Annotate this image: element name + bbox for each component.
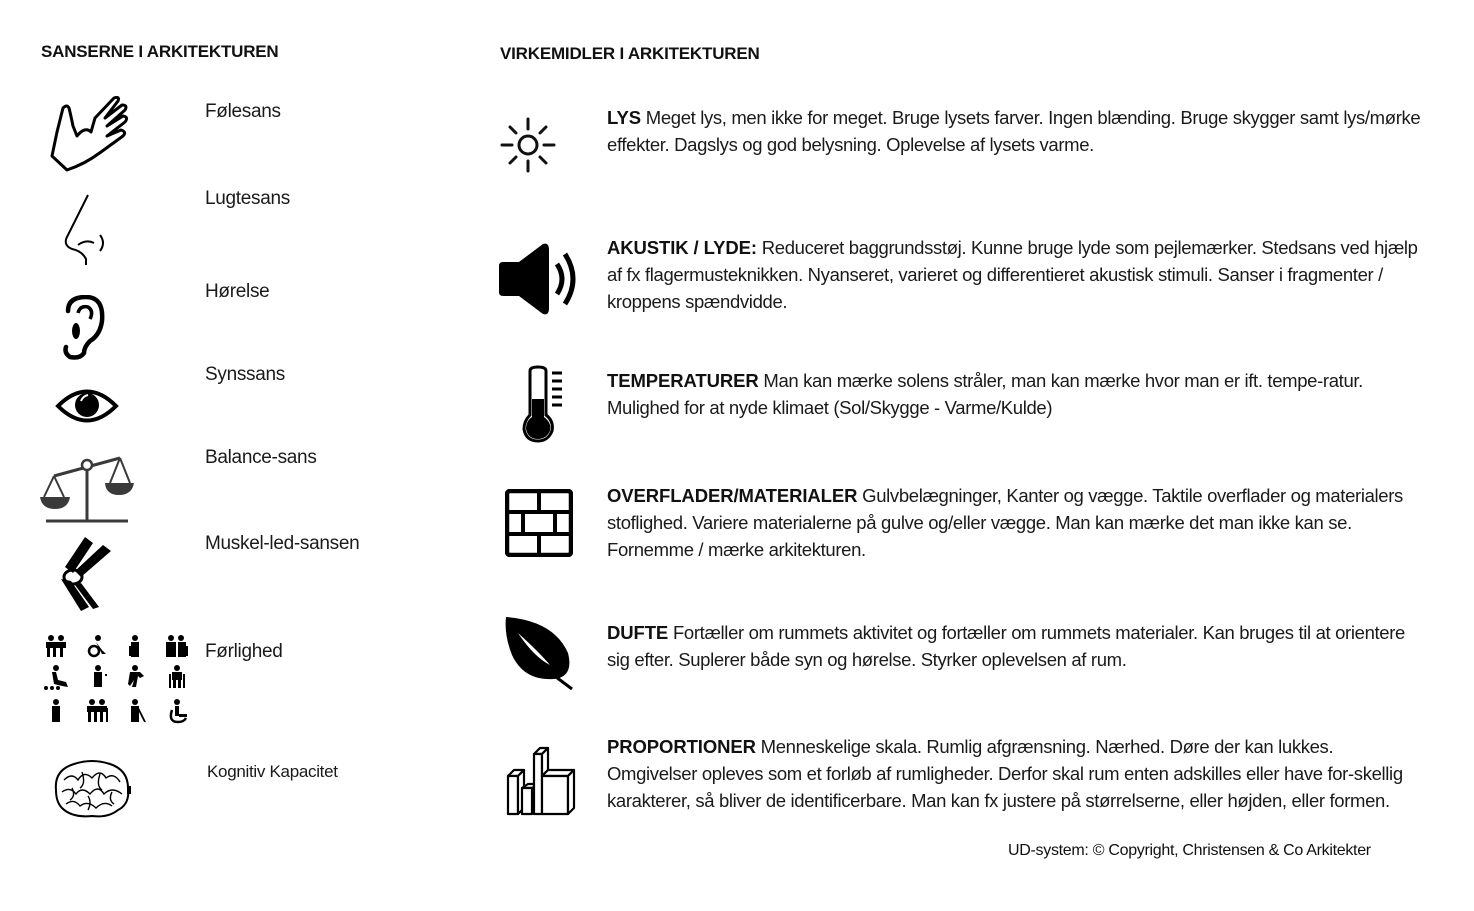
brick-wall-icon — [505, 489, 573, 557]
scales-icon — [40, 452, 135, 524]
blocks-proportions-icon — [506, 746, 576, 816]
hand-icon — [45, 96, 130, 176]
tool-title: TEMPERATURER — [607, 370, 759, 391]
sense-label-synssans: Synssans — [205, 364, 285, 385]
sense-label-forlighed: Førlighed — [205, 641, 283, 662]
tool-description: Man kan mærke solens stråler, man kan mærke hvor man er ift. tempe-ratur. Mulighed for at nyde klimaet (Sol/Skygge - Varme/Kulde) — [607, 370, 1363, 418]
sun-icon — [500, 117, 558, 173]
tool-proportioner — [607, 733, 1422, 814]
tool-dufte — [607, 619, 1422, 673]
tool-title: AKUSTIK / LYDE: — [607, 237, 757, 258]
tool-description: Gulvbelægninger, Kanter og vægge. Taktile overflader og materialers stoflighed. Variere materialerne på gulve og/eller vægge. Man kan mærke det man ikke kan se. Fornemme / mærke arkitekturen. — [607, 485, 1403, 560]
disability-pictograms-icon — [44, 634, 194, 726]
tool-overflader-materialer — [607, 482, 1422, 563]
tool-akustik — [607, 234, 1422, 315]
tool-description: Meget lys, men ikke for meget. Bruge lysets farver. Ingen blænding. Bruge skygger samt lys/mørke effekter. Dagslys og god belysning. Oplevelse af lysets varme. — [607, 107, 1421, 155]
tool-title: PROPORTIONER — [607, 736, 756, 757]
eye-icon — [55, 385, 119, 427]
sense-label-lugtesans: Lugtesans — [205, 188, 290, 209]
nose-icon — [60, 193, 110, 268]
tool-description: Menneskelige skala. Rumlig afgrænsning. Nærhed. Døre der kan lukkes. Omgivelser opleves som et forløb af rumligheder. Derfor skal rum enten adskilles eller have for-skellig karakterer, så bliver de identificerbare. Man kan fx justere på størrelserne, eller højden, eller formen. — [607, 736, 1403, 811]
senses-heading: SANSERNE I ARKITEKTUREN — [41, 42, 279, 61]
sense-label-kognitiv-kapacitet: Kognitiv Kapacitet — [207, 762, 338, 781]
tool-temperaturer — [607, 367, 1422, 421]
tools-heading: VIRKEMIDLER I ARKITEKTUREN — [500, 44, 760, 63]
tool-lys — [607, 104, 1422, 158]
tool-description: Reduceret baggrundsstøj. Kunne bruge lyde som pejlemærker. Stedsans ved hjælp af fx flagermusteknikken. Nyanseret, varieret og differentieret akustisk stimuli. Sanser i fragmenter / kroppens spændvidde. — [607, 237, 1418, 312]
sense-label-horelse: Hørelse — [205, 281, 270, 302]
knee-joint-icon — [55, 535, 115, 613]
tool-title: DUFTE — [607, 622, 669, 643]
ear-icon — [62, 295, 110, 360]
sense-label-muskel-led-sansen: Muskel-led-sansen — [205, 533, 360, 554]
tool-title: OVERFLADER/MATERIALER — [607, 485, 858, 506]
brain-icon — [52, 758, 132, 820]
speaker-icon — [497, 240, 583, 318]
leaf-icon — [504, 615, 576, 691]
sense-label-folesans: Følesans — [205, 101, 281, 122]
tool-title: LYS — [607, 107, 641, 128]
copyright-notice: UD-system: © Copyright, Christensen & Co Arkitekter — [1008, 842, 1371, 859]
thermometer-icon — [520, 365, 566, 443]
tool-description: Fortæller om rummets aktivitet og fortæller om rummets materialer. Kan bruges til at orientere sig efter. Suplerer både syn og hørelse. Styrker oplevelsen af rum. — [607, 622, 1405, 670]
sense-label-balance-sans: Balance-sans — [205, 447, 317, 468]
